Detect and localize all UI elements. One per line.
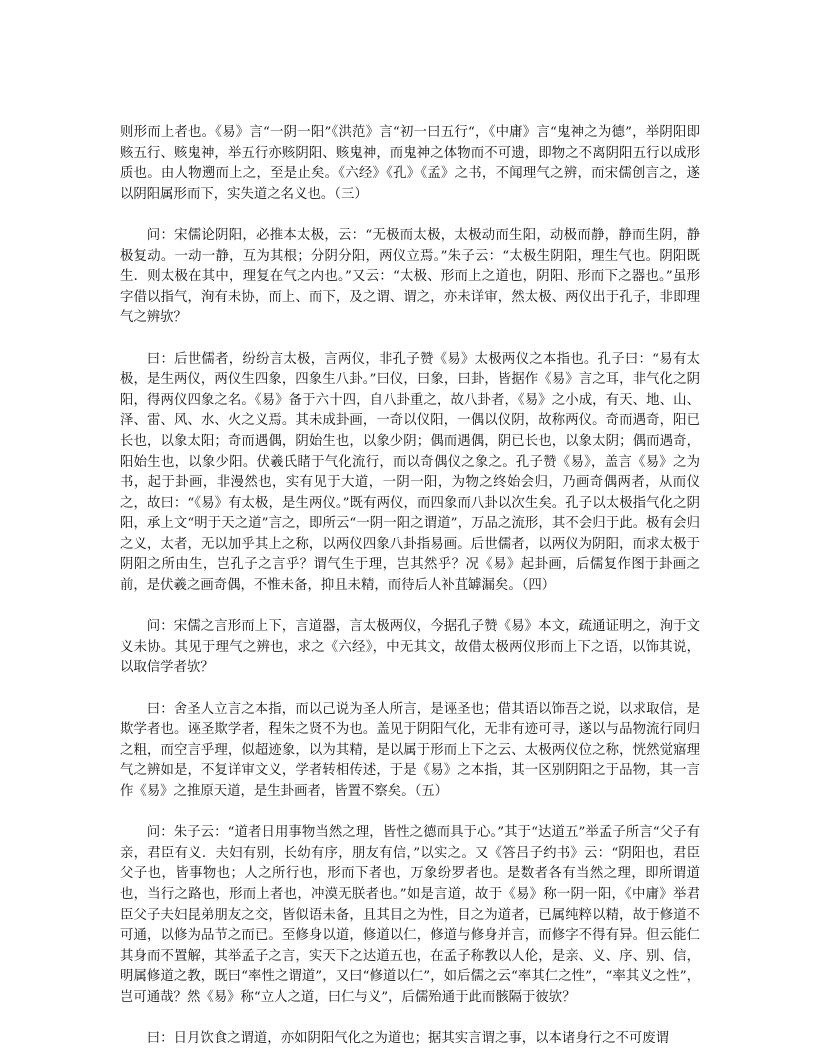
paragraph-5: 曰：舍圣人立言之本指，而以己说为圣人所言，是诬圣也；借其语以饰吾之说，以求取信，是欺学者也。诬圣欺学者，程朱之贤不为也。盖见于阴阳气化，无非有迹可寻，遂以与品物流行同归之粗，而空言乎理，似超迹象，以为其精，是以属于形而上下之云、太极两仪位之称，恍然觉寤理气之辨如是，不复详审文义，学者转相传述，于是《易》之本指，其一区别阴阳之于品物，其一言作《易》之推原天道，是生卦画者，皆置不察矣。（五） [120,701,700,799]
document-body [120,123,700,1050]
paragraph-2: 问：宋儒论阴阳，必推本太极，云：“无极而太极，太极动而生阳，动极而静，静而生阴，静极复动。一动一静，互为其根；分阴分阳，两仪立焉。”朱子云：“太极生阴阳，理生气也。阴阳既生．则太极在其中，理复在气之内也。”又云：“太极、形而上之道也，阴阳、形而下之器也。”虽形字借以指气，洵有未协，而上、而下，及之谓、谓之，亦未详审，然太极、两仪出于孔子，非即理气之辨欤？ [120,227,700,326]
paragraph-1: 则形而上者也。《易》言“一阴一阳”《洪范》言“初一曰五行“，《中庸》言“鬼神之为德”，举阴阳即赅五行、赅鬼神，举五行亦赅阴阳、赅鬼神，而鬼神之体物而不可遗，即物之不离阴阳五行以成形质也。由人物遡而上之，至是止矣。《六经》《孔》《孟》之书，不闻理气之辨，而宋儒创言之，遂以阴阳属形而下，实失道之名义也。（三） [120,125,700,202]
paragraph-7: 曰：日月饮食之谓道，亦如阴阳气化之为道也；据其实言谓之事，以本诸身行之不可废谓 [146,1031,670,1047]
paragraph-4: 问：宋儒之言形而上下，言道器，言太极两仪，今据孔子赞《易》本文，疏通证明之，洵于文义未协。其见于理气之辨也，求之《六经》，中无其文，故借太极两仪形而上下之语，以饰其说，以取信学者欤？ [120,619,700,676]
paragraph-3: 曰：后世儒者，纷纷言太极，言两仪，非孔子赞《易》太极两仪之本指也。孔子曰：“易有太极，是生两仪，两仪生四象，四象生八卦。”曰仪，曰象，曰卦，皆据作《易》言之耳，非气化之阴阳，得两仪四象之名。《易》备于六十四，自八卦重之，故八卦者，《易》之小成，有天、地、山、泽、雷、风、水、火之义焉。其未成卦画，一奇以仪阳，一偶以仪阴，故称两仪。奇而遇奇，阳已长也，以象太阳；奇而遇偶，阴始生也，以象少阴；偶而遇偶，阴已长也，以象太阴；偶而遇奇，阳始生也，以象少阳。伏羲氏睹于气化流行，而以奇偶仪之象之。孔子赞《易》，盖言《易》之为书，起于卦画，非漫然也，实有见于大道，一阴一阳，为物之终始会归，乃画奇偶两者，从而仪之，故曰：“《易》有太极，是生两仪。”既有两仪，而四象而八卦以次生矣。孔子以太极指气化之阴阳，承上文“明于天之道”言之，即所云“一阴一阳之谓道”，万品之流形，其不会归于此。极有会归之义，太者，无以加乎其上之称，以两仪四象八卦指易画。后世儒者，以两仪为阴阳，而求太极于阴阳之所由生，岂孔子之言乎？谓气生于理，岂其然乎？况《易》起卦画，后儒复作图于卦画之前，是伏羲之画奇偶，不惟未备，抑且未精，而待后人补苴罅漏矣。（四） [120,351,700,594]
paragraph-6: 问：朱子云：“道者日用事物当然之理，皆性之德而具于心。”其于“达道五”举孟子所言“父子有亲，君臣有义．夫妇有别，长幼有序，朋友有信，”以实之。又《答吕子约书》云：“阴阳也，君臣父子也，皆事物也；人之所行也，形而下者也，万象纷罗者也。是数者各有当然之理，即所谓道也，当行之路也，形而上者也，冲漠无朕者也。”如是言道，故于《易》称一阴一阳，《中庸》举君臣父子夫妇昆弟朋友之交，皆似语未备，且其目之为性，目之为道者，已属纯粹以精，故于修道不可通，以修为品节之而已。至修身以道，修道以仁，修道与修身并言，而修字不得有异。但云能仁其身而不置解，其举孟子之言，实天下之达道五也，在孟子称教以人伦，是亲、义、序、别、信，明属修道之教，既曰“率性之谓道”，又曰“修道以仁”，如后儒之云“率其仁之性”，“率其义之性”，岂可通哉？然《易》称“立人之道，曰仁与义”，后儒殆通于此而骸隔于彼欤？ [120,825,700,1005]
